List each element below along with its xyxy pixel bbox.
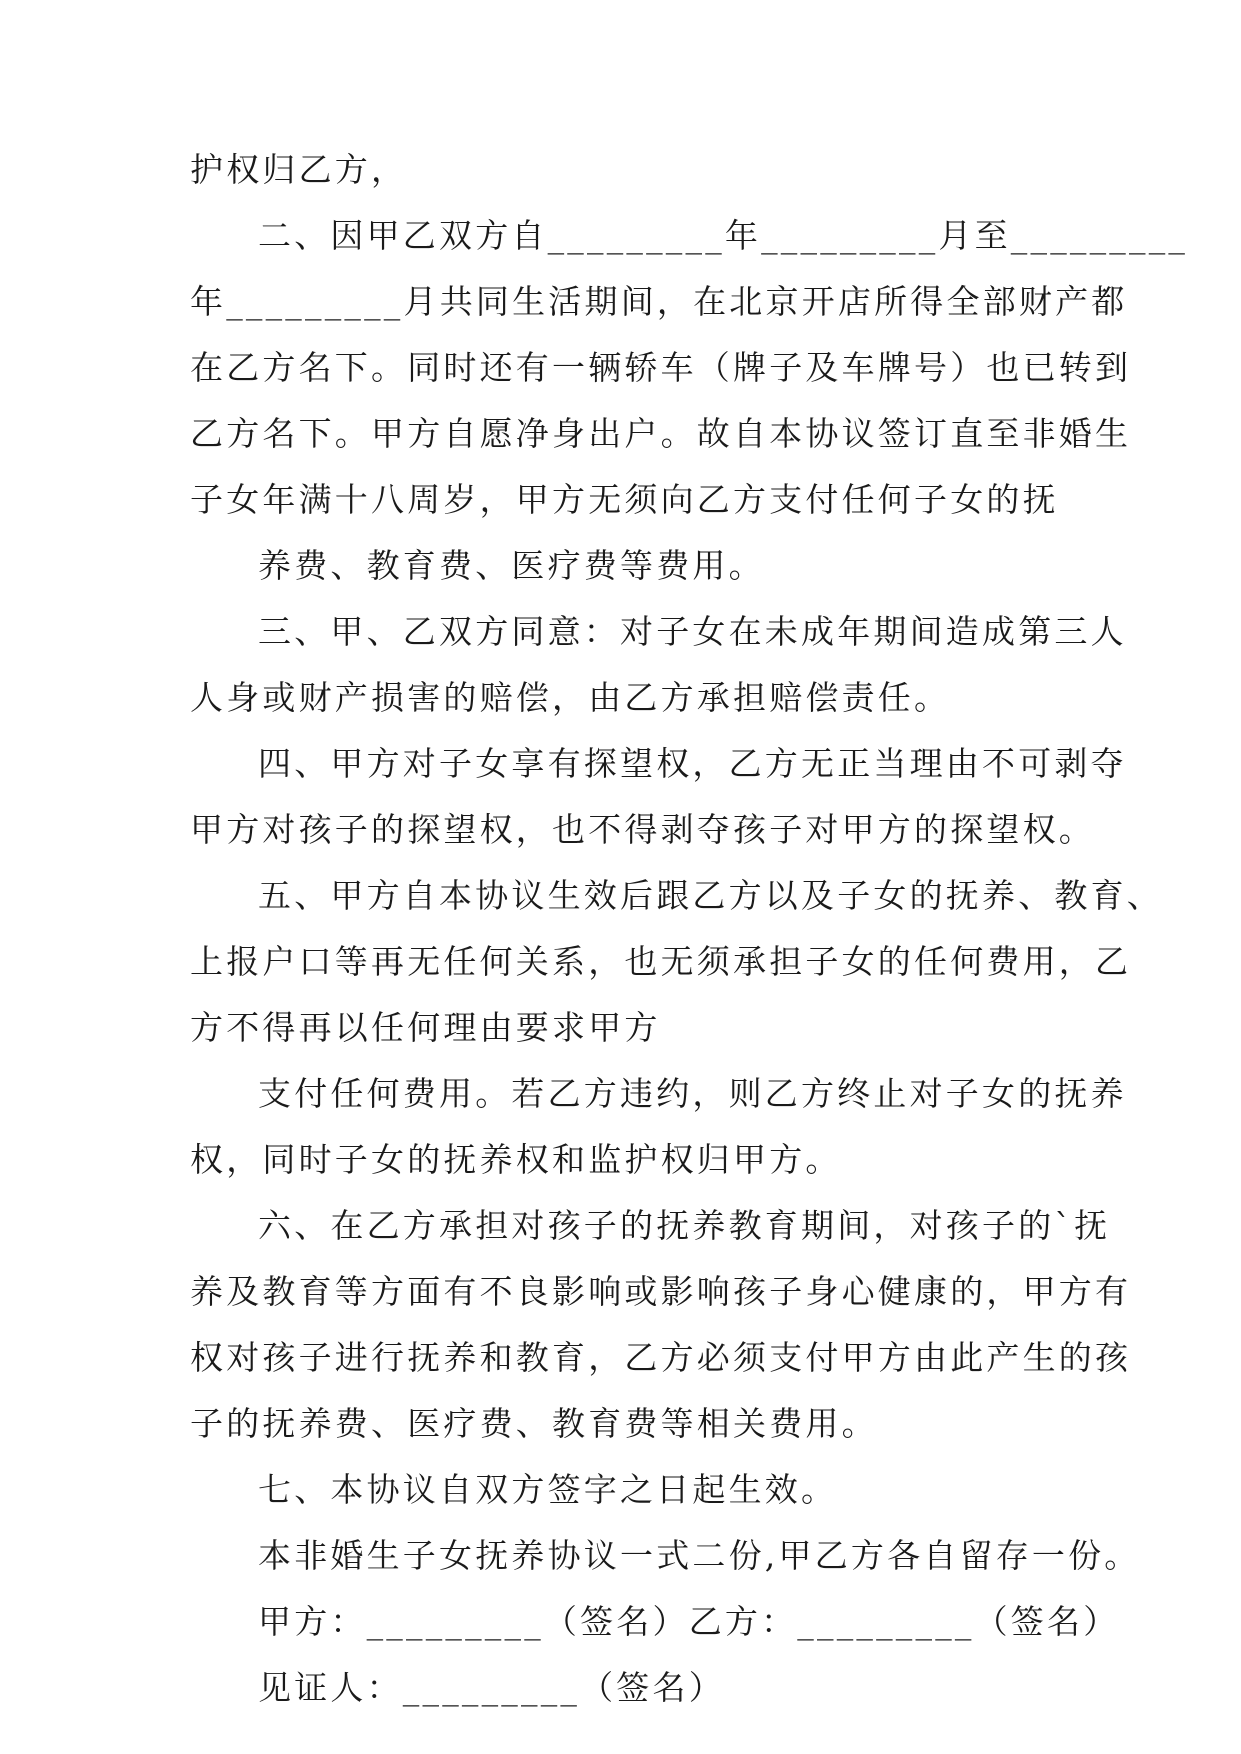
text-line: 子女年满十八周岁，甲方无须向乙方支付任何子女的抚: [190, 480, 1059, 519]
signature-line-witness: 见证人：_________（签名）: [258, 1668, 725, 1707]
text-line: 年_________月共同生活期间，在北京开店所得全部财产都: [190, 282, 1128, 321]
text-line: 养费、教育费、医疗费等费用。: [258, 546, 765, 585]
text-line: 七、本协议自双方签字之日起生效。: [258, 1470, 838, 1509]
text-line: 六、在乙方承担对孩子的抚养教育期间，对孩子的`抚: [258, 1206, 1111, 1245]
text-line: 五、甲方自本协议生效后跟乙方以及子女的抚养、教育、: [258, 876, 1163, 915]
text-line: 养及教育等方面有不良影响或影响孩子身心健康的，甲方有: [190, 1272, 1132, 1311]
text-line: 二、因甲乙双方自_________年_________月至_________: [258, 216, 1189, 255]
text-line: 方不得再以任何理由要求甲方: [190, 1008, 661, 1047]
signature-line-parties: 甲方：_________（签名）乙方：_________（签名）: [258, 1602, 1120, 1641]
text-line: 护权归乙方，: [190, 150, 408, 189]
text-line: 四、甲方对子女享有探望权，乙方无正当理由不可剥夺: [258, 744, 1127, 783]
text-line: 子的抚养费、医疗费、教育费等相关费用。: [190, 1404, 878, 1443]
text-line: 乙方名下。甲方自愿净身出户。故自本协议签订直至非婚生: [190, 414, 1132, 453]
text-line: 甲方对孩子的探望权，也不得剥夺孩子对甲方的探望权。: [190, 810, 1095, 849]
text-line: 三、甲、乙双方同意：对子女在未成年期间造成第三人: [258, 612, 1127, 651]
text-line: 权对孩子进行抚养和教育，乙方必须支付甲方由此产生的孩: [190, 1338, 1132, 1377]
text-line: 本非婚生子女抚养协议一式二份,甲乙方各自留存一份。: [258, 1536, 1141, 1575]
text-line: 人身或财产损害的赔偿，由乙方承担赔偿责任。: [190, 678, 951, 717]
text-line: 权，同时子女的抚养权和监护权归甲方。: [190, 1140, 842, 1179]
text-line: 支付任何费用。若乙方违约，则乙方终止对子女的抚养: [258, 1074, 1127, 1113]
text-line: 在乙方名下。同时还有一辆轿车（牌子及车牌号）也已转到: [190, 348, 1132, 387]
text-line: 上报户口等再无任何关系，也无须承担子女的任何费用，乙: [190, 942, 1132, 981]
